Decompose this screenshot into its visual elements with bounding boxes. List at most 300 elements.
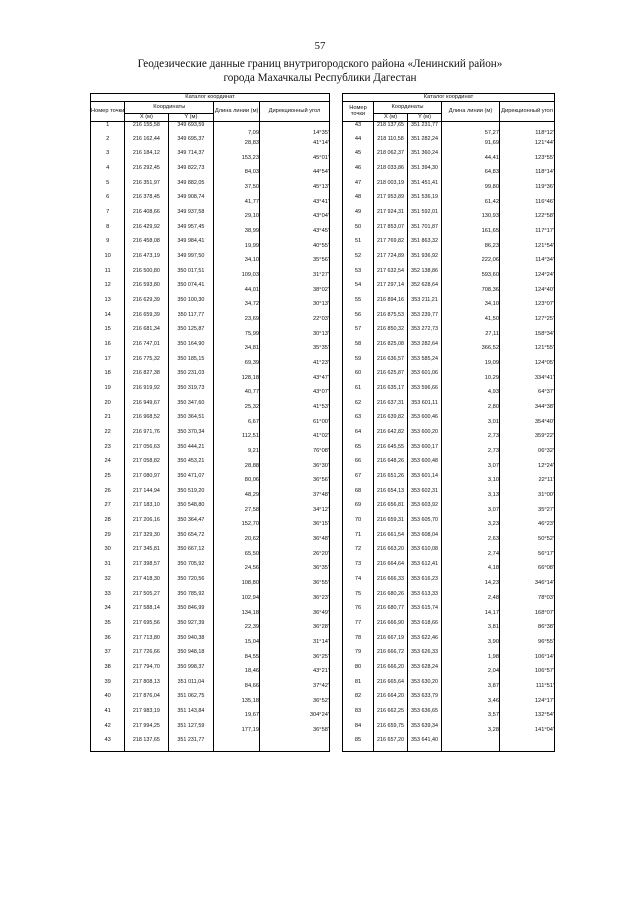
coordinates-table-right bbox=[342, 93, 555, 752]
table-row bbox=[343, 605, 555, 620]
line-length-cell: 3,01 bbox=[442, 414, 500, 429]
table-row bbox=[91, 517, 330, 532]
x-coordinate-cell: 217 994,25 bbox=[125, 723, 168, 738]
line-length-cell: 6,67 bbox=[214, 414, 260, 429]
y-coordinate-cell: 350 319,73 bbox=[168, 385, 214, 400]
table-row bbox=[343, 679, 555, 694]
x-coordinate-cell: 218 137,65 bbox=[125, 737, 168, 752]
x-coordinate-cell: 216 651,26 bbox=[374, 473, 408, 488]
direction-angle-cell: 119°36' bbox=[500, 180, 555, 195]
line-length-cell: 2,74 bbox=[442, 546, 500, 561]
y-coordinate-cell: 350 667,12 bbox=[168, 546, 214, 561]
table-row bbox=[91, 649, 330, 664]
point-number-cell: 8 bbox=[91, 224, 125, 239]
y-coordinate-cell: 350 654,72 bbox=[168, 532, 214, 547]
point-number-cell: 26 bbox=[91, 488, 125, 503]
direction-angle-cell: 31°00' bbox=[500, 488, 555, 503]
y-coordinate-cell: 350 364,51 bbox=[168, 414, 214, 429]
y-coordinate-cell: 349 908,74 bbox=[168, 194, 214, 209]
point-number-cell: 43 bbox=[91, 737, 125, 752]
point-number-cell: 45 bbox=[343, 150, 374, 165]
table-row bbox=[343, 517, 555, 532]
line-length-cell: 75,99 bbox=[214, 326, 260, 341]
table-row bbox=[343, 649, 555, 664]
direction-angle-cell: 36°58' bbox=[260, 723, 330, 738]
x-coordinate-cell: 216 664,20 bbox=[374, 693, 408, 708]
y-coordinate-cell: 351 536,19 bbox=[408, 194, 442, 209]
x-coordinate-cell: 216 351,97 bbox=[125, 180, 168, 195]
table-row bbox=[343, 297, 555, 312]
title-line-1: Геодезические данные границ внутригородского района «Ленинский район» bbox=[137, 58, 503, 70]
direction-angle-cell: 127°25' bbox=[500, 312, 555, 327]
y-coordinate-cell: 350 948,18 bbox=[168, 649, 214, 664]
x-coordinate-cell: 217 398,57 bbox=[125, 561, 168, 576]
y-coordinate-cell: 350 117,77 bbox=[168, 312, 214, 327]
x-coordinate-cell: 216 661,54 bbox=[374, 532, 408, 547]
point-number-cell: 40 bbox=[91, 693, 125, 708]
point-number-cell: 38 bbox=[91, 664, 125, 679]
point-number-cell: 56 bbox=[343, 312, 374, 327]
left-table-body bbox=[91, 121, 330, 752]
point-number-cell: 58 bbox=[343, 341, 374, 356]
point-number-cell: 69 bbox=[343, 502, 374, 517]
point-number-cell: 15 bbox=[91, 326, 125, 341]
y-coordinate-cell: 351 062,75 bbox=[168, 693, 214, 708]
line-length-cell: 2,73 bbox=[442, 444, 500, 459]
x-coordinate-cell: 218 062,37 bbox=[374, 150, 408, 165]
y-coordinate-cell: 351 936,92 bbox=[408, 253, 442, 268]
line-length-cell: 14,17 bbox=[442, 605, 500, 620]
table-row bbox=[91, 253, 330, 268]
table-row bbox=[343, 591, 555, 606]
direction-angle-cell: 44°54' bbox=[260, 165, 330, 180]
line-length-cell: 41,77 bbox=[214, 194, 260, 209]
line-length-cell: 222,06 bbox=[442, 253, 500, 268]
x-coordinate-cell: 217 505,27 bbox=[125, 591, 168, 606]
direction-angle-cell: 78°03' bbox=[500, 591, 555, 606]
x-coordinate-cell: 216 919,92 bbox=[125, 385, 168, 400]
x-coordinate-cell: 216 473,19 bbox=[125, 253, 168, 268]
x-coordinate-cell: 216 593,80 bbox=[125, 282, 168, 297]
x-coordinate-cell: 216 666,20 bbox=[374, 664, 408, 679]
point-number-cell: 60 bbox=[343, 370, 374, 385]
direction-angle-cell: 121°55' bbox=[500, 341, 555, 356]
table-row bbox=[91, 297, 330, 312]
x-coordinate-cell: 216 667,19 bbox=[374, 635, 408, 650]
x-coordinate-cell: 216 408,66 bbox=[125, 209, 168, 224]
catalog-header: Каталог координат bbox=[343, 94, 555, 102]
table-row bbox=[91, 635, 330, 650]
table-row bbox=[91, 194, 330, 209]
line-length-cell: 2,04 bbox=[442, 664, 500, 679]
y-coordinate-cell: 351 863,32 bbox=[408, 238, 442, 253]
line-length-cell: 27,11 bbox=[442, 326, 500, 341]
length-header: Длина линии (м) bbox=[214, 102, 260, 122]
direction-angle-cell: 76°08' bbox=[260, 444, 330, 459]
point-number-cell: 70 bbox=[343, 517, 374, 532]
direction-angle-cell bbox=[260, 737, 330, 752]
x-coordinate-cell: 216 500,80 bbox=[125, 268, 168, 283]
table-row bbox=[343, 723, 555, 738]
point-number-cell: 74 bbox=[343, 576, 374, 591]
direction-angle-cell: 40°55' bbox=[260, 238, 330, 253]
direction-angle-cell bbox=[500, 737, 555, 752]
point-number-cell: 17 bbox=[91, 356, 125, 371]
direction-angle-cell: 43°41' bbox=[260, 194, 330, 209]
point-number-cell: 23 bbox=[91, 444, 125, 459]
x-coordinate-cell: 218 033,86 bbox=[374, 165, 408, 180]
y-coordinate-cell: 353 626,33 bbox=[408, 649, 442, 664]
direction-angle-cell: 106°14' bbox=[500, 649, 555, 664]
page-number: 57 bbox=[314, 40, 326, 52]
line-length-cell: 3,23 bbox=[442, 517, 500, 532]
point-number-cell: 41 bbox=[91, 708, 125, 723]
line-length-cell: 40,77 bbox=[214, 385, 260, 400]
table-row bbox=[91, 370, 330, 385]
y-coordinate-cell: 353 239,77 bbox=[408, 312, 442, 327]
title-line-2: города Махачкалы Республики Дагестан bbox=[223, 72, 417, 84]
line-length-cell: 86,23 bbox=[442, 238, 500, 253]
x-coordinate-cell: 216 875,53 bbox=[374, 312, 408, 327]
table-row bbox=[343, 561, 555, 576]
x-coordinate-cell: 217 144,94 bbox=[125, 488, 168, 503]
y-coordinate-cell: 351 451,41 bbox=[408, 180, 442, 195]
x-coordinate-cell: 216 378,45 bbox=[125, 194, 168, 209]
x-coordinate-cell: 216 680,26 bbox=[374, 591, 408, 606]
line-length-cell: 3,13 bbox=[442, 488, 500, 503]
y-coordinate-cell: 351 231,77 bbox=[168, 737, 214, 752]
direction-angle-cell: 38°02' bbox=[260, 282, 330, 297]
x-coordinate-cell: 216 656,81 bbox=[374, 502, 408, 517]
line-length-cell: 23,69 bbox=[214, 312, 260, 327]
point-number-cell: 31 bbox=[91, 561, 125, 576]
direction-angle-cell: 22°11' bbox=[500, 473, 555, 488]
direction-angle-cell: 141°04' bbox=[500, 723, 555, 738]
point-number-cell: 1 bbox=[91, 121, 125, 136]
x-coordinate-cell: 216 429,92 bbox=[125, 224, 168, 239]
point-number-cell: 48 bbox=[343, 194, 374, 209]
point-number-cell: 20 bbox=[91, 400, 125, 415]
table-row bbox=[343, 253, 555, 268]
line-length-cell: 3,46 bbox=[442, 693, 500, 708]
point-number-header: Номер точки bbox=[91, 102, 125, 122]
x-coordinate-cell: 217 853,07 bbox=[374, 224, 408, 239]
direction-angle-cell: 56°17' bbox=[500, 546, 555, 561]
point-number-cell: 51 bbox=[343, 238, 374, 253]
line-length-cell: 69,39 bbox=[214, 356, 260, 371]
x-coordinate-cell: 217 808,13 bbox=[125, 679, 168, 694]
x-coordinate-cell: 218 003,19 bbox=[374, 180, 408, 195]
point-number-cell: 62 bbox=[343, 400, 374, 415]
table-row bbox=[343, 576, 555, 591]
x-coordinate-cell: 216 635,17 bbox=[374, 385, 408, 400]
x-coordinate-cell: 217 345,81 bbox=[125, 546, 168, 561]
point-number-cell: 55 bbox=[343, 297, 374, 312]
x-coordinate-cell: 216 642,82 bbox=[374, 429, 408, 444]
line-length-cell: 4,93 bbox=[442, 385, 500, 400]
point-number-cell: 85 bbox=[343, 737, 374, 752]
table-row bbox=[343, 180, 555, 195]
point-number-cell: 11 bbox=[91, 268, 125, 283]
point-number-cell: 16 bbox=[91, 341, 125, 356]
line-length-cell bbox=[442, 737, 500, 752]
direction-angle-cell: 168°07' bbox=[500, 605, 555, 620]
direction-angle-cell: 36°55' bbox=[260, 576, 330, 591]
line-length-cell: 99,80 bbox=[442, 180, 500, 195]
x-coordinate-cell: 216 971,76 bbox=[125, 429, 168, 444]
table-row bbox=[343, 165, 555, 180]
point-number-cell: 49 bbox=[343, 209, 374, 224]
y-coordinate-cell: 350 364,47 bbox=[168, 517, 214, 532]
point-number-cell: 76 bbox=[343, 605, 374, 620]
y-coordinate-cell: 351 592,01 bbox=[408, 209, 442, 224]
table-row bbox=[343, 312, 555, 327]
table-row bbox=[343, 121, 555, 136]
table-row bbox=[343, 458, 555, 473]
y-coordinate-cell: 349 822,73 bbox=[168, 165, 214, 180]
y-coordinate-cell: 353 282,64 bbox=[408, 341, 442, 356]
y-coordinate-cell: 353 601,06 bbox=[408, 370, 442, 385]
line-length-cell: 41,50 bbox=[442, 312, 500, 327]
table-row bbox=[91, 136, 330, 151]
direction-angle-cell: 36°48' bbox=[260, 532, 330, 547]
direction-angle-cell: 116°46' bbox=[500, 194, 555, 209]
table-row bbox=[91, 224, 330, 239]
coordinates-header: Координаты bbox=[125, 102, 214, 114]
x-coordinate-cell: 216 666,90 bbox=[374, 620, 408, 635]
line-length-cell: 14,23 bbox=[442, 576, 500, 591]
y-coordinate-cell: 350 940,38 bbox=[168, 635, 214, 650]
line-length-cell: 57,27 bbox=[442, 121, 500, 136]
line-length-cell: 20,62 bbox=[214, 532, 260, 547]
table-row bbox=[91, 326, 330, 341]
table-row bbox=[91, 268, 330, 283]
y-coordinate-cell: 353 601,11 bbox=[408, 400, 442, 415]
y-coordinate-cell: 352 138,86 bbox=[408, 268, 442, 283]
x-coordinate-cell: 216 625,87 bbox=[374, 370, 408, 385]
point-number-cell: 71 bbox=[343, 532, 374, 547]
point-number-cell: 66 bbox=[343, 458, 374, 473]
line-length-cell: 177,19 bbox=[214, 723, 260, 738]
direction-angle-cell: 334°41' bbox=[500, 370, 555, 385]
y-coordinate-cell: 350 100,30 bbox=[168, 297, 214, 312]
table-row bbox=[343, 326, 555, 341]
table-row bbox=[91, 356, 330, 371]
line-length-cell: 22,39 bbox=[214, 620, 260, 635]
x-coordinate-cell: 216 664,64 bbox=[374, 561, 408, 576]
table-row bbox=[343, 136, 555, 151]
point-number-cell: 77 bbox=[343, 620, 374, 635]
direction-angle-cell: 14°35' bbox=[260, 121, 330, 136]
point-number-cell: 21 bbox=[91, 414, 125, 429]
table-row bbox=[91, 620, 330, 635]
line-length-cell: 37,50 bbox=[214, 180, 260, 195]
direction-angle-cell: 12°24' bbox=[500, 458, 555, 473]
table-row bbox=[91, 414, 330, 429]
y-coordinate-cell: 350 164,90 bbox=[168, 341, 214, 356]
table-row bbox=[91, 444, 330, 459]
point-number-cell: 73 bbox=[343, 561, 374, 576]
x-coordinate-cell: 216 663,20 bbox=[374, 546, 408, 561]
table-row bbox=[91, 150, 330, 165]
direction-angle-cell: 124°40' bbox=[500, 282, 555, 297]
point-number-cell: 84 bbox=[343, 723, 374, 738]
y-coordinate-cell: 353 596,66 bbox=[408, 385, 442, 400]
table-row bbox=[91, 664, 330, 679]
y-coordinate-cell: 353 628,24 bbox=[408, 664, 442, 679]
table-row bbox=[91, 737, 330, 752]
point-number-cell: 34 bbox=[91, 605, 125, 620]
y-coordinate-cell: 351 360,24 bbox=[408, 150, 442, 165]
direction-angle-cell: 41°14' bbox=[260, 136, 330, 151]
direction-angle-cell: 31°14' bbox=[260, 635, 330, 650]
table-row bbox=[343, 444, 555, 459]
point-number-cell: 53 bbox=[343, 268, 374, 283]
x-coordinate-cell: 217 695,56 bbox=[125, 620, 168, 635]
point-number-cell: 44 bbox=[343, 136, 374, 151]
x-coordinate-cell: 217 056,63 bbox=[125, 444, 168, 459]
coordinates-table-left bbox=[90, 93, 330, 752]
line-length-cell: 34,10 bbox=[214, 253, 260, 268]
direction-angle-cell: 36°23' bbox=[260, 591, 330, 606]
line-length-cell: 7,09 bbox=[214, 121, 260, 136]
direction-angle-cell: 30°13' bbox=[260, 326, 330, 341]
x-coordinate-cell: 216 659,31 bbox=[374, 517, 408, 532]
table-row bbox=[343, 370, 555, 385]
point-number-cell: 35 bbox=[91, 620, 125, 635]
direction-angle-cell: 346°14' bbox=[500, 576, 555, 591]
point-number-cell: 36 bbox=[91, 635, 125, 650]
line-length-cell: 80,06 bbox=[214, 473, 260, 488]
table-row bbox=[343, 546, 555, 561]
direction-angle-cell: 114°34' bbox=[500, 253, 555, 268]
y-coordinate-cell: 350 998,37 bbox=[168, 664, 214, 679]
table-row bbox=[91, 341, 330, 356]
direction-angle-cell: 22°03' bbox=[260, 312, 330, 327]
line-length-cell: 25,32 bbox=[214, 400, 260, 415]
table-row bbox=[91, 561, 330, 576]
y-coordinate-cell: 353 600,20 bbox=[408, 429, 442, 444]
x-coordinate-cell: 218 137,65 bbox=[374, 121, 408, 136]
direction-angle-cell: 41°02' bbox=[260, 429, 330, 444]
x-coordinate-cell: 216 747,01 bbox=[125, 341, 168, 356]
direction-angle-cell: 118°12' bbox=[500, 121, 555, 136]
y-coordinate-cell: 350 017,51 bbox=[168, 268, 214, 283]
table-row bbox=[91, 180, 330, 195]
x-coordinate-cell: 218 110,58 bbox=[374, 136, 408, 151]
y-coordinate-cell: 349 882,05 bbox=[168, 180, 214, 195]
point-number-cell: 67 bbox=[343, 473, 374, 488]
point-number-cell: 68 bbox=[343, 488, 374, 503]
point-number-cell: 10 bbox=[91, 253, 125, 268]
x-coordinate-cell: 216 458,08 bbox=[125, 238, 168, 253]
line-length-cell: 34,10 bbox=[442, 297, 500, 312]
x-coordinate-cell: 216 850,32 bbox=[374, 326, 408, 341]
point-number-cell: 72 bbox=[343, 546, 374, 561]
point-number-cell: 47 bbox=[343, 180, 374, 195]
direction-angle-cell: 36°56' bbox=[260, 473, 330, 488]
y-coordinate-cell: 350 347,60 bbox=[168, 400, 214, 415]
direction-angle-cell: 61°00' bbox=[260, 414, 330, 429]
line-length-cell: 15,04 bbox=[214, 635, 260, 650]
table-row bbox=[343, 502, 555, 517]
direction-angle-cell: 36°52' bbox=[260, 693, 330, 708]
x-coordinate-cell: 217 588,14 bbox=[125, 605, 168, 620]
point-number-cell: 9 bbox=[91, 238, 125, 253]
table-row bbox=[343, 209, 555, 224]
y-coordinate-cell: 353 603,92 bbox=[408, 502, 442, 517]
x-coordinate-cell: 216 894,16 bbox=[374, 297, 408, 312]
line-length-cell: 61,42 bbox=[442, 194, 500, 209]
y-coordinate-cell: 353 211,21 bbox=[408, 297, 442, 312]
document-title bbox=[0, 57, 640, 85]
table-row bbox=[343, 356, 555, 371]
x-coordinate-cell: 216 637,31 bbox=[374, 400, 408, 415]
table-row bbox=[343, 268, 555, 283]
x-coordinate-cell: 216 662,25 bbox=[374, 708, 408, 723]
table-row bbox=[343, 473, 555, 488]
y-coordinate-cell: 350 785,92 bbox=[168, 591, 214, 606]
direction-angle-cell: 35°27' bbox=[500, 502, 555, 517]
y-coordinate-cell: 353 616,23 bbox=[408, 576, 442, 591]
y-coordinate-cell: 353 613,33 bbox=[408, 591, 442, 606]
line-length-cell: 34,81 bbox=[214, 341, 260, 356]
table-row bbox=[91, 591, 330, 606]
y-coordinate-cell: 350 074,41 bbox=[168, 282, 214, 297]
point-number-cell: 27 bbox=[91, 502, 125, 517]
line-length-cell: 1,98 bbox=[442, 649, 500, 664]
line-length-cell: 19,67 bbox=[214, 708, 260, 723]
table-row bbox=[91, 723, 330, 738]
line-length-cell: 153,23 bbox=[214, 150, 260, 165]
table-row bbox=[91, 458, 330, 473]
y-coordinate-cell: 353 602,31 bbox=[408, 488, 442, 503]
line-length-cell: 3,90 bbox=[442, 635, 500, 650]
catalog-header: Каталог координат bbox=[91, 94, 330, 102]
table-row bbox=[91, 546, 330, 561]
line-length-cell: 108,80 bbox=[214, 576, 260, 591]
line-length-cell: 48,29 bbox=[214, 488, 260, 503]
point-number-cell: 37 bbox=[91, 649, 125, 664]
y-coordinate-cell: 353 610,08 bbox=[408, 546, 442, 561]
point-number-cell: 83 bbox=[343, 708, 374, 723]
table-row bbox=[91, 429, 330, 444]
point-number-cell: 3 bbox=[91, 150, 125, 165]
x-coordinate-cell: 216 666,72 bbox=[374, 649, 408, 664]
x-coordinate-cell: 217 983,19 bbox=[125, 708, 168, 723]
length-header: Длина линии (м) bbox=[442, 102, 500, 122]
y-coordinate-cell: 353 622,46 bbox=[408, 635, 442, 650]
x-coordinate-cell: 216 681,34 bbox=[125, 326, 168, 341]
line-length-cell: 134,18 bbox=[214, 605, 260, 620]
point-number-cell: 14 bbox=[91, 312, 125, 327]
point-number-cell: 24 bbox=[91, 458, 125, 473]
x-header: X (м) bbox=[125, 114, 168, 122]
y-coordinate-cell: 349 957,45 bbox=[168, 224, 214, 239]
x-coordinate-cell: 217 794,70 bbox=[125, 664, 168, 679]
y-coordinate-cell: 351 143,84 bbox=[168, 708, 214, 723]
y-coordinate-cell: 349 997,50 bbox=[168, 253, 214, 268]
line-length-cell: 2,48 bbox=[442, 591, 500, 606]
point-number-cell: 7 bbox=[91, 209, 125, 224]
table-row bbox=[91, 165, 330, 180]
x-coordinate-cell: 216 162,44 bbox=[125, 136, 168, 151]
y-coordinate-cell: 350 720,56 bbox=[168, 576, 214, 591]
line-length-cell: 3,07 bbox=[442, 502, 500, 517]
direction-angle-cell: 43°45' bbox=[260, 224, 330, 239]
line-length-cell: 84,66 bbox=[214, 679, 260, 694]
table-row bbox=[91, 502, 330, 517]
